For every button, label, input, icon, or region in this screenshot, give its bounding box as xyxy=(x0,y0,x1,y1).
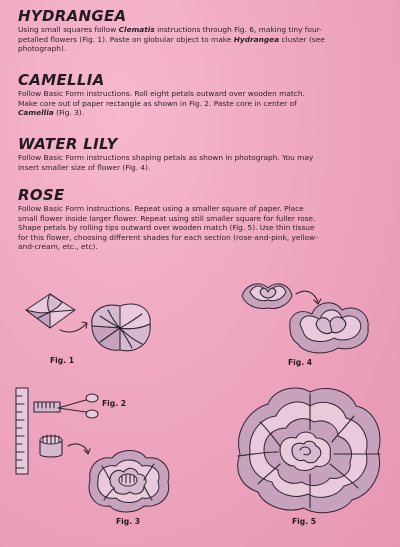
hydrangea-text-3: photograph). xyxy=(18,44,67,54)
water-lily-text-2: insert smaller size of flower (Fig. 4). xyxy=(18,162,151,172)
hydrangea-text-2c: cluster (see xyxy=(279,34,325,44)
fig4-label: Fig. 4 xyxy=(288,358,313,367)
hydrangea-text-1a: Using small squares follow xyxy=(18,25,119,34)
rose-text xyxy=(18,204,388,252)
hydrangea-text-1c: instructions through Fig. 6, making tiny four- xyxy=(154,25,322,34)
fig2-label: Fig. 2 xyxy=(102,399,127,408)
hydrangea-text xyxy=(18,25,388,54)
fig4-illustration xyxy=(238,270,378,360)
fig5-label: Fig. 5 xyxy=(292,517,317,526)
hydrangea-section xyxy=(18,8,388,54)
rose-heading: ROSE xyxy=(18,186,65,204)
fig1-label: Fig. 1 xyxy=(50,356,75,365)
fig5-illustration xyxy=(234,384,384,516)
hydrangea-heading: HYDRANGEA xyxy=(18,7,127,25)
water-lily-section xyxy=(18,136,388,172)
rose-text-3: Shape petals by rolling tips outward over wooden match (Fig. 5). Use thin tissue xyxy=(18,223,315,233)
hydrangea-text-2a: petalled flowers (Fig. 1). Paste on globular object to make xyxy=(18,34,234,44)
rose-text-5: and-cream, etc., etc). xyxy=(18,242,98,252)
rose-text-1: Follow Basic Form instructions. Repeat using a smaller square of paper. Place xyxy=(18,204,304,213)
water-lily-text xyxy=(18,153,388,172)
camellia-section xyxy=(18,72,388,118)
camellia-text-1: Follow Basic Form instructions. Roll eight petals outward over wooden match. xyxy=(18,89,305,98)
camellia-heading: CAMELLIA xyxy=(18,71,105,89)
camellia-text xyxy=(18,89,388,118)
fig3-label: Fig. 3 xyxy=(116,517,141,526)
rose-section xyxy=(18,187,388,252)
fig1-illustration xyxy=(20,288,170,358)
camellia-text-2: Make core out of paper rectangle as shown in Fig. 2. Paste core in center of xyxy=(18,98,297,108)
hydrangea-text-2b: Hydrangea xyxy=(233,34,280,44)
hydrangea-text-1b: Clematis xyxy=(118,25,155,34)
fig3-illustration xyxy=(84,446,174,516)
water-lily-text-1: Follow Basic Form instructions shaping petals as shown in photograph. You may xyxy=(18,153,314,162)
water-lily-heading: WATER LILY xyxy=(18,135,118,153)
camellia-text-3a: Camellia xyxy=(18,108,54,118)
rose-text-4: for this flower, choosing different shades for each section (rose-and-pink, yellow- xyxy=(18,232,318,242)
camellia-text-3b: (Fig. 3). xyxy=(53,108,85,118)
rose-text-2: small flower inside larger flower. Repeat using still smaller square for fuller rose. xyxy=(18,213,316,223)
